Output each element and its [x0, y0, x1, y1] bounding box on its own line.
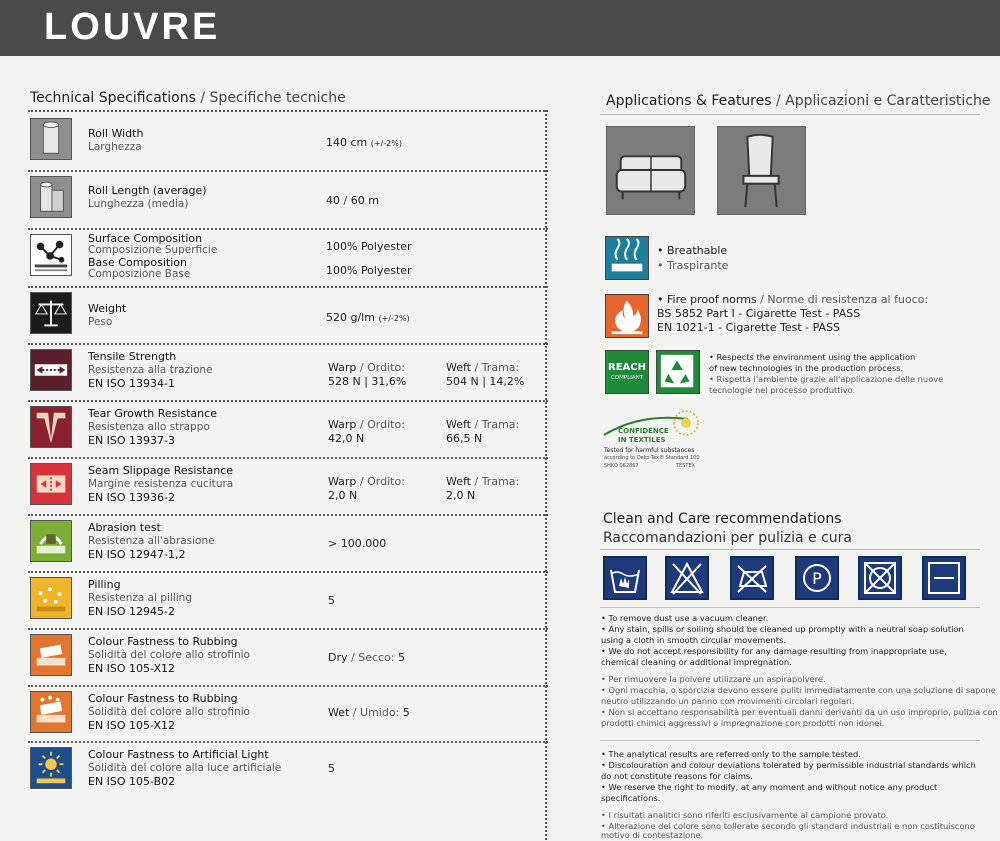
warp-value: 528 N | 31,6% — [328, 375, 407, 388]
value-main: 520 g/lm — [326, 311, 375, 324]
spec-name: Colour Fastness to Rubbing — [88, 692, 238, 705]
analytic-it-2: • Alterazione del colore sono tollerate secondo gli standard industriali e non costituiscono — [601, 821, 975, 831]
env-line-it-1: • Rispetta l'ambiente grazie all'applicazione delle nuove — [709, 374, 944, 384]
no-tumble-dry-icon — [858, 556, 902, 600]
spec-name: Tear Growth Resistance — [88, 407, 217, 420]
analytic-divider — [600, 740, 980, 741]
tear-icon — [30, 406, 72, 448]
weft-it: Trama: — [481, 361, 520, 374]
spec-name: Roll Length (average) — [88, 184, 207, 197]
env-line-1: • Respects the environment using the application — [709, 352, 916, 362]
oeko-tex-badge — [600, 405, 710, 477]
value-label-en: Dry — [328, 651, 348, 664]
tech-title-en: Technical Specifications — [30, 90, 196, 106]
spec-value — [326, 311, 410, 324]
care-en-3: using a cloth in smooth circular movements. — [601, 635, 786, 645]
warp-it: Ordito: — [367, 418, 405, 431]
warp-it: Ordito: — [367, 361, 405, 374]
spec-name-it: Larghezza — [88, 141, 142, 153]
spec-value: > 100.000 — [328, 537, 387, 550]
row-divider — [28, 514, 548, 516]
apps-title-underline — [600, 114, 980, 115]
weft-label: Weft / Trama: — [446, 361, 520, 374]
dry-clean-p-icon — [795, 556, 839, 600]
row-divider — [28, 685, 548, 687]
care-it-4: • Non si accettano responsabilità per eventuali danni derivanti da un uso improprio, pulizia con — [601, 707, 998, 717]
value-main: 5 — [402, 706, 410, 719]
breathable-label-it: • Traspirante — [657, 259, 729, 272]
weft-label: Weft / Trama: — [446, 418, 520, 431]
spec-name: Seam Slippage Resistance — [88, 464, 234, 477]
analytic-en-1: • The analytical results are referred only to the sample tested. — [601, 749, 861, 759]
spec-name: Pilling — [88, 578, 121, 591]
warp-value: 2,0 N — [328, 489, 358, 502]
no-bleach-icon — [665, 556, 709, 600]
roll-width-icon — [30, 118, 72, 160]
sofa-icon — [606, 126, 695, 215]
row-divider — [28, 571, 548, 573]
spec-name-it: Solidità del colore alla luce artificiale — [88, 762, 282, 774]
env-line-it-2: tecnologie nel processo produttivo. — [709, 385, 856, 395]
breathable-icon — [605, 236, 649, 280]
reach-label: REACH — [608, 362, 646, 373]
value-main: 5 — [398, 651, 406, 664]
row-divider — [28, 286, 548, 288]
care-en-2: • Any stain, spills or soiling should be cleaned up promptly with a neutral soap solution — [601, 624, 964, 634]
row-divider — [28, 228, 548, 230]
spec-name-it: Resistenza al pilling — [88, 592, 193, 604]
breathable-label: • Breathable — [657, 244, 728, 257]
weft-it: Trama: — [481, 475, 520, 488]
fire-proof-icon — [605, 294, 649, 338]
value-main: 140 cm — [326, 136, 368, 149]
analytic-en-2: • Discolouration and colour deviations tolerated by permissible industrial standards which — [601, 760, 976, 770]
row-divider — [28, 400, 548, 402]
warp-label: Warp / Ordito: — [328, 361, 405, 374]
spec-row-light-fastness — [28, 744, 548, 796]
rubbing-dry-icon — [30, 634, 72, 676]
spec-row-roll-length — [28, 174, 548, 224]
tech-title-sep: / — [195, 90, 210, 106]
warp-value: 42,0 N — [328, 432, 365, 445]
analytic-en-3: do not constitute reasons for claims. — [601, 771, 753, 781]
spec-name-it: Solidità del colore allo strofinio — [88, 706, 250, 718]
env-line-2: of new technologies in the production process. — [709, 363, 904, 373]
spec-standard: EN ISO 13937-3 — [88, 434, 176, 447]
spec-name-2: Base Composition — [88, 256, 187, 269]
weft-en: Weft — [446, 361, 471, 374]
apps-title-en: Applications & Features — [606, 93, 772, 109]
spec-row-seam-slippage — [28, 460, 548, 512]
warp-label: Warp / Ordito: — [328, 475, 405, 488]
svg-text:P: P — [812, 569, 822, 588]
analytic-it-1: • I risultati analitici sono riferiti esclusivamente al campione provato. — [601, 810, 889, 820]
warp-en: Warp — [328, 361, 357, 374]
care-it-5: prodotti chimici aggressivi o impregnazione con prodotti non idonei. — [601, 718, 885, 728]
recycle-icon — [656, 350, 700, 394]
row-divider — [28, 741, 548, 743]
brand-title: LOUVRE — [44, 6, 221, 48]
weft-en: Weft — [446, 475, 471, 488]
spec-name: Colour Fastness to Artificial Light — [88, 748, 269, 761]
spec-value: 40 / 60 m — [326, 194, 379, 207]
care-icons-divider — [600, 607, 980, 608]
spec-value-2: 100% Polyester — [326, 264, 412, 277]
oeko-line-2: IN TEXTILES — [618, 436, 666, 444]
care-en-5: chemical cleaning or additional impregnation. — [601, 657, 792, 667]
spec-value: 100% Polyester — [326, 240, 412, 253]
spec-name-it: Margine resistenza cucitura — [88, 478, 234, 490]
spec-row-roll-width — [28, 116, 548, 166]
spec-name-it: Peso — [88, 316, 113, 328]
spec-name-2-it: Composizione Base — [88, 268, 191, 280]
spec-row-tensile — [28, 346, 548, 398]
rubbing-wet-icon — [30, 691, 72, 733]
weft-value: 504 N | 14,2% — [446, 375, 525, 388]
weft-value: 2,0 N — [446, 489, 476, 502]
analytic-it-3: motivo di contestazione. — [601, 830, 704, 840]
row-divider — [28, 628, 548, 630]
care-it-2: • Ogni macchia, o sporcizia devono essere puliti immediatamente con una soluzione di sapone — [601, 685, 996, 695]
spec-name-it: Composizione Superficie — [88, 244, 218, 256]
spec-name-it: Lunghezza (media) — [88, 198, 189, 210]
spec-value: 5 — [328, 594, 335, 607]
care-title-it: Raccomandazioni per pulizia e cura — [603, 530, 853, 546]
spec-name: Abrasion test — [88, 521, 161, 534]
spec-name-it: Resistenza all'abrasione — [88, 535, 215, 547]
table-top-border — [28, 110, 548, 112]
light-fastness-icon — [30, 747, 72, 789]
spec-name: Tensile Strength — [88, 350, 177, 363]
spec-standard: EN ISO 12945-2 — [88, 605, 176, 618]
spec-name: Colour Fastness to Rubbing — [88, 635, 238, 648]
oeko-line-1: CONFIDENCE — [618, 427, 669, 435]
care-title-underline — [600, 549, 980, 550]
tech-title-it: Specifiche tecniche — [209, 90, 346, 106]
spec-row-tear — [28, 403, 548, 455]
tech-specs-title — [30, 90, 346, 106]
spec-row-weight — [28, 289, 548, 341]
warp-en: Warp — [328, 475, 357, 488]
spec-name-it: Resistenza allo strappo — [88, 421, 210, 433]
care-en-1: • To remove dust use a vacuum cleaner. — [601, 613, 769, 623]
header-bar — [0, 0, 1000, 56]
spec-row-composition — [28, 231, 548, 283]
fire-title — [657, 293, 928, 307]
composition-icon — [30, 234, 72, 276]
fire-title-it: / Norme di resistenza al fuoco: — [756, 293, 929, 306]
spec-standard: EN ISO 105-B02 — [88, 775, 176, 788]
weft-label: Weft / Trama: — [446, 475, 520, 488]
oeko-line-4: according to Oeko-Tex® Standard 100 — [604, 455, 700, 461]
warp-it: Ordito: — [367, 475, 405, 488]
tensile-icon — [30, 349, 72, 391]
apps-title-sep: / — [771, 93, 786, 109]
spec-value: 5 — [328, 762, 335, 775]
apps-title-it: Applicazioni e Caratteristiche — [785, 93, 991, 109]
spec-name: Weight — [88, 302, 127, 315]
value-label-it: Umido: — [360, 706, 400, 719]
value-label-en: Wet — [328, 706, 350, 719]
spec-row-abrasion — [28, 517, 548, 569]
row-divider — [28, 170, 548, 172]
dry-flat-icon — [922, 556, 966, 600]
value-label-it: Secco: — [358, 651, 395, 664]
row-divider — [28, 343, 548, 345]
seam-slippage-icon — [30, 463, 72, 505]
care-it-1: • Per rimuovere la polvere utilizzare un aspirapolvere. — [601, 674, 826, 684]
value-tolerance: (+/-2%) — [370, 139, 402, 148]
hand-wash-icon — [603, 556, 647, 600]
spec-row-rubbing-wet — [28, 688, 548, 740]
warp-label: Warp / Ordito: — [328, 418, 405, 431]
reach-sub: COMPLIANT — [610, 375, 644, 381]
spec-standard: EN ISO 105-X12 — [88, 719, 176, 732]
oeko-line-3: Tested for harmful substances — [604, 447, 695, 454]
chair-icon — [717, 126, 806, 215]
weft-value: 66,5 N — [446, 432, 483, 445]
care-it-3: neutro utilizzando un panno con movimenti circolari regolari. — [601, 696, 855, 706]
no-iron-icon — [730, 556, 774, 600]
pilling-icon — [30, 577, 72, 619]
weight-scale-icon — [30, 292, 72, 334]
abrasion-icon — [30, 520, 72, 562]
row-divider — [28, 457, 548, 459]
spec-name: Surface Composition — [88, 232, 203, 245]
care-title: Clean and Care recommendations — [603, 511, 842, 527]
value-tolerance: (+/-2%) — [378, 314, 410, 323]
spec-row-rubbing-dry — [28, 631, 548, 683]
spec-name: Roll Width — [88, 127, 144, 140]
fire-norm-2: EN 1021-1 - Cigarette Test - PASS — [657, 321, 841, 334]
spec-value — [326, 136, 402, 149]
spec-value: Wet / Umido: 5 — [328, 706, 410, 719]
analytic-en-5: specifications. — [601, 793, 661, 803]
spec-name-it: Solidità del colore allo strofinio — [88, 649, 250, 661]
care-en-4: • We do not accept responsibility for any damage resulting from inappropriate use, — [601, 646, 947, 656]
weft-en: Weft — [446, 418, 471, 431]
spec-standard: EN ISO 13934-1 — [88, 377, 176, 390]
reach-compliant-icon — [605, 350, 649, 394]
fire-title-en: • Fire proof norms — [657, 293, 757, 306]
spec-standard: EN ISO 105-X12 — [88, 662, 176, 675]
spec-standard: EN ISO 13936-2 — [88, 491, 176, 504]
analytic-en-4: • We reserve the right to modify, at any moment and without notice any product — [601, 782, 938, 792]
spec-standard: EN ISO 12947-1,2 — [88, 548, 186, 561]
spec-row-pilling — [28, 574, 548, 626]
weft-it: Trama: — [481, 418, 520, 431]
spec-name-it: Resistenza alla trazione — [88, 364, 213, 376]
fire-norm-1: BS 5852 Part I - Cigarette Test - PASS — [657, 307, 861, 320]
spec-value: Dry / Secco: 5 — [328, 651, 406, 664]
roll-length-icon — [30, 176, 72, 218]
applications-title — [606, 93, 990, 109]
warp-en: Warp — [328, 418, 357, 431]
oeko-line-5: SHKO 062867 — [604, 463, 639, 469]
oeko-line-6: TESTEX — [676, 463, 696, 469]
